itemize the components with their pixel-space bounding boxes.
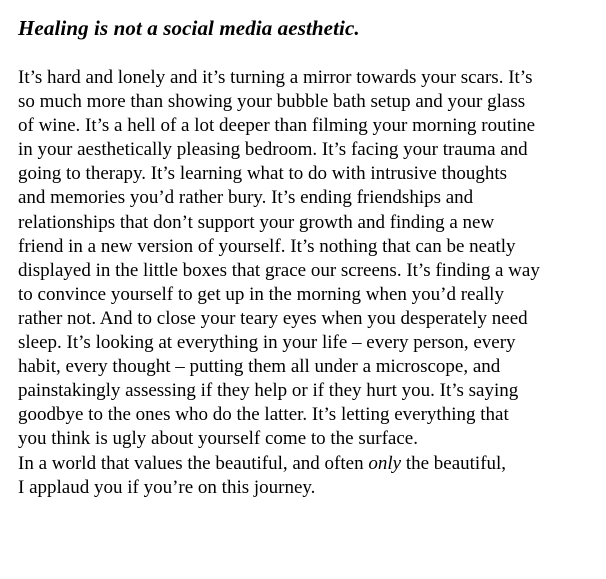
body-line: relationships that don’t support your growth and finding a new <box>18 211 495 233</box>
body-line: friend in a new version of yourself. It’s nothing that can be neatly <box>18 235 516 257</box>
document-body <box>18 66 588 500</box>
body-line: sleep. It’s looking at everything in your life – every person, every <box>18 332 516 354</box>
body-line: goodbye to the ones who do the latter. It’s letting everything that <box>18 404 509 426</box>
body-line: so much more than showing your bubble bath setup and your glass <box>18 91 526 113</box>
body-line: to convince yourself to get up in the morning when you’d really <box>18 283 504 305</box>
body-line: habit, every thought – putting them all under a microscope, and <box>18 356 501 378</box>
document-title: Healing is not a social media aesthetic. <box>18 16 360 40</box>
emphasis-only: only <box>368 452 402 474</box>
closing-line-1 <box>18 452 588 476</box>
body-line: painstakingly assessing if they help or if they hurt you. It’s saying <box>18 380 519 402</box>
body-line: in your aesthetically pleasing bedroom. It’s facing your trauma and <box>18 139 528 161</box>
body-line: displayed in the little boxes that grace our screens. It’s finding a way <box>18 259 540 281</box>
body-line: you think is ugly about yourself come to the surface. <box>18 428 418 450</box>
body-line: and memories you’d rather bury. It’s ending friendships and <box>18 187 474 209</box>
body-line: going to therapy. It’s learning what to do with intrusive thoughts <box>18 163 508 185</box>
closing-line-2: I applaud you if you’re on this journey. <box>18 476 316 498</box>
closing-text-before: In a world that values the beautiful, and often <box>18 452 369 474</box>
closing-text-after: the beautiful, <box>401 452 507 474</box>
body-line: of wine. It’s a hell of a lot deeper than filming your morning routine <box>18 115 536 137</box>
body-line: It’s hard and lonely and it’s turning a mirror towards your scars. It’s <box>18 67 533 88</box>
body-line: rather not. And to close your teary eyes when you desperately need <box>18 307 528 329</box>
